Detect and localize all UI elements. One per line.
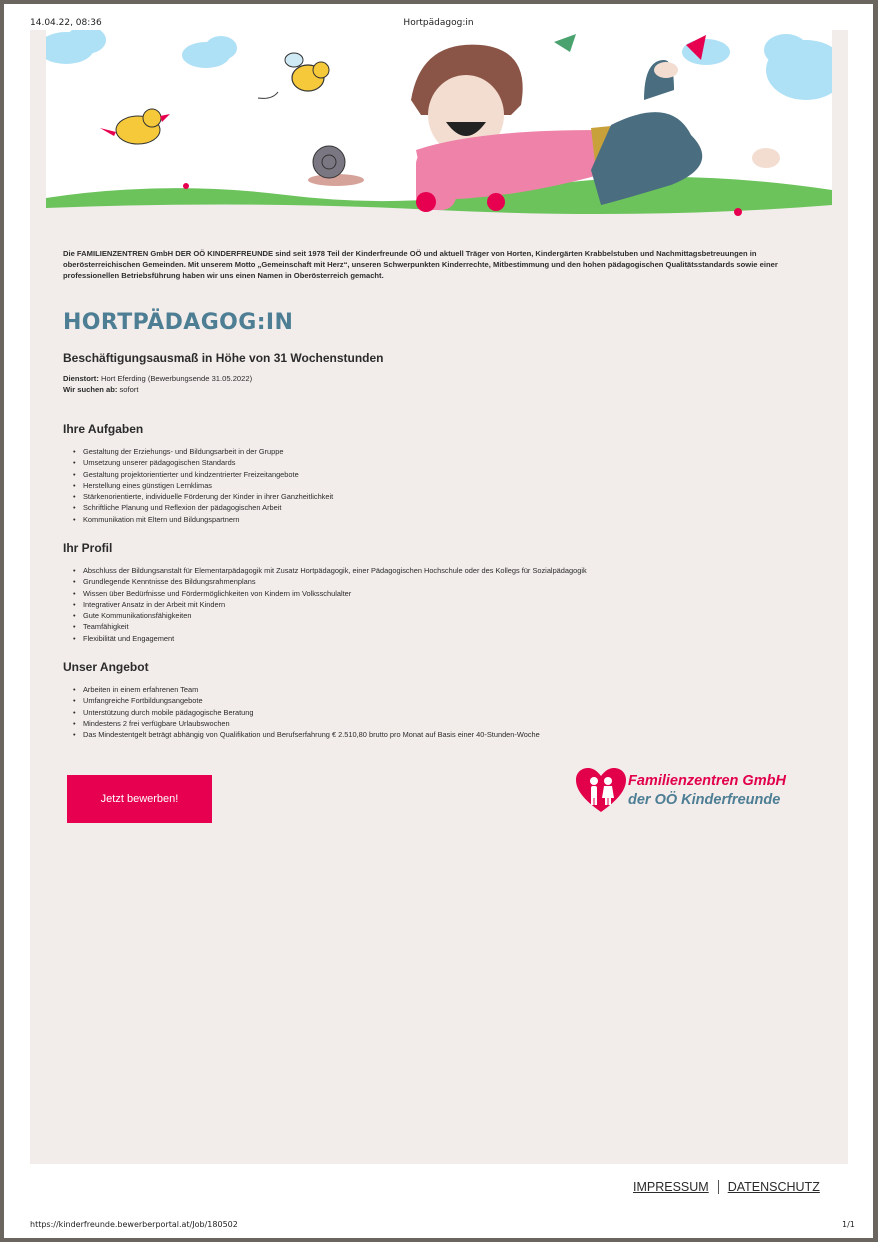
bee-illustration <box>258 53 329 98</box>
print-sheet <box>4 4 873 1238</box>
list-item: • Flexibilität und Engagement <box>73 633 587 644</box>
list-item: • Herstellung eines günstigen Lernklimas <box>73 480 333 491</box>
profile-list <box>73 565 587 644</box>
list-item: • Integrativer Ansatz in der Arbeit mit Kindern <box>73 599 587 610</box>
list-item: • Das Mindestentgelt beträgt abhängig von Qualifikation und Berufserfahrung € 2.510,80 brutto pro Monat auf Basis einer 40-Stunden-Woche <box>73 729 540 740</box>
location-value: Hort Eferding (Bewerbungsende 31.05.2022) <box>100 374 253 383</box>
apply-button[interactable]: Jetzt bewerben! <box>67 775 212 823</box>
tasks-list <box>73 446 333 525</box>
print-page-number: 1/1 <box>842 1220 855 1229</box>
cloud-left <box>46 30 106 64</box>
print-url: https://kinderfreunde.bewerberportal.at/Job/180502 <box>30 1220 238 1229</box>
intro-paragraph: Die FAMILIENZENTREN GmbH DER OÖ KINDERFREUNDE sind seit 1978 Teil der Kinderfreunde OÖ und aktuell Träger von Horten, Kindergärten Krabbelstuben und Nachmittagsbetreuungen in oberösterreichischen Gemeinden. Mit unserem Motto „Gemeinschaft mit Herz“, unseren Schwerpunkten Kinderrechte, Mitbestimmung und den hohen pädagogischen Qualitätsstandards sowie einer professionellen Betriebsführung haben wir uns einen Namen in Oberösterreich gemacht. <box>63 249 778 281</box>
job-title: HORTPÄDAGOG:IN <box>63 310 294 335</box>
list-item: • Mindestens 2 frei verfügbare Urlaubswochen <box>73 718 540 729</box>
cloud-right <box>682 34 832 100</box>
hero-illustration <box>46 30 832 230</box>
list-item: • Gestaltung projektorientierter und kindzentrierter Freizeitangebote <box>73 469 333 480</box>
job-meta <box>63 373 252 395</box>
print-date: 14.04.22, 08:36 <box>30 18 102 28</box>
profile-heading: Ihr Profil <box>63 541 113 555</box>
start-label: Wir suchen ab: <box>63 385 118 394</box>
footer-divider <box>718 1180 719 1194</box>
list-item: • Teamfähigkeit <box>73 621 587 632</box>
company-logo <box>576 768 816 814</box>
list-item: • Gestaltung der Erziehungs- und Bildungsarbeit in der Gruppe <box>73 446 333 457</box>
list-item: • Arbeiten in einem erfahrenen Team <box>73 684 540 695</box>
cloud-mid <box>182 36 237 68</box>
list-item: • Gute Kommunikationsfähigkeiten <box>73 610 587 621</box>
list-item: • Kommunikation mit Eltern und Bildungspartnern <box>73 514 333 525</box>
offer-heading: Unser Angebot <box>63 660 149 674</box>
location-label: Dienstort: <box>63 374 99 383</box>
impressum-link[interactable]: IMPRESSUM <box>633 1180 709 1194</box>
start-line <box>63 384 252 395</box>
list-item: • Grundlegende Kenntnisse des Bildungsrahmenplans <box>73 576 587 587</box>
footer-links <box>633 1180 820 1194</box>
list-item: • Unterstützung durch mobile pädagogische Beratung <box>73 707 540 718</box>
list-item: • Umsetzung unserer pädagogischen Standards <box>73 457 333 468</box>
datenschutz-link[interactable]: DATENSCHUTZ <box>727 1180 820 1194</box>
snail-illustration <box>308 146 364 186</box>
offer-list <box>73 684 540 740</box>
print-title: Hortpädagog:in <box>403 18 474 28</box>
location-line <box>63 373 252 384</box>
list-item: • Wissen über Bedürfnisse und Fördermöglichkeiten von Kindern im Volksschulalter <box>73 588 587 599</box>
logo-line-2: der OÖ Kinderfreunde <box>628 792 781 808</box>
list-item: • Stärkenorientierte, individuelle Förderung der Kinder in ihrer Ganzheitlichkeit <box>73 491 333 502</box>
butterfly-top <box>554 34 576 52</box>
employment-extent: Beschäftigungsausmaß in Höhe von 31 Wochenstunden <box>63 351 384 365</box>
list-item: • Schriftliche Planung und Reflexion der pädagogischen Arbeit <box>73 502 333 513</box>
bird-illustration <box>100 109 170 144</box>
list-item: • Umfangreiche Fortbildungsangebote <box>73 695 540 706</box>
start-value: sofort <box>119 385 139 394</box>
job-panel <box>30 30 848 1164</box>
list-item: • Abschluss der Bildungsanstalt für Elementarpädagogik mit Zusatz Hortpädagogik, einer Pädagogischen Hochschule oder des Kollegs für Sozialpädagogik <box>73 565 587 576</box>
logo-line-1: Familienzentren GmbH <box>628 773 786 789</box>
heart-kids-icon <box>576 768 626 814</box>
tasks-heading: Ihre Aufgaben <box>63 422 144 436</box>
